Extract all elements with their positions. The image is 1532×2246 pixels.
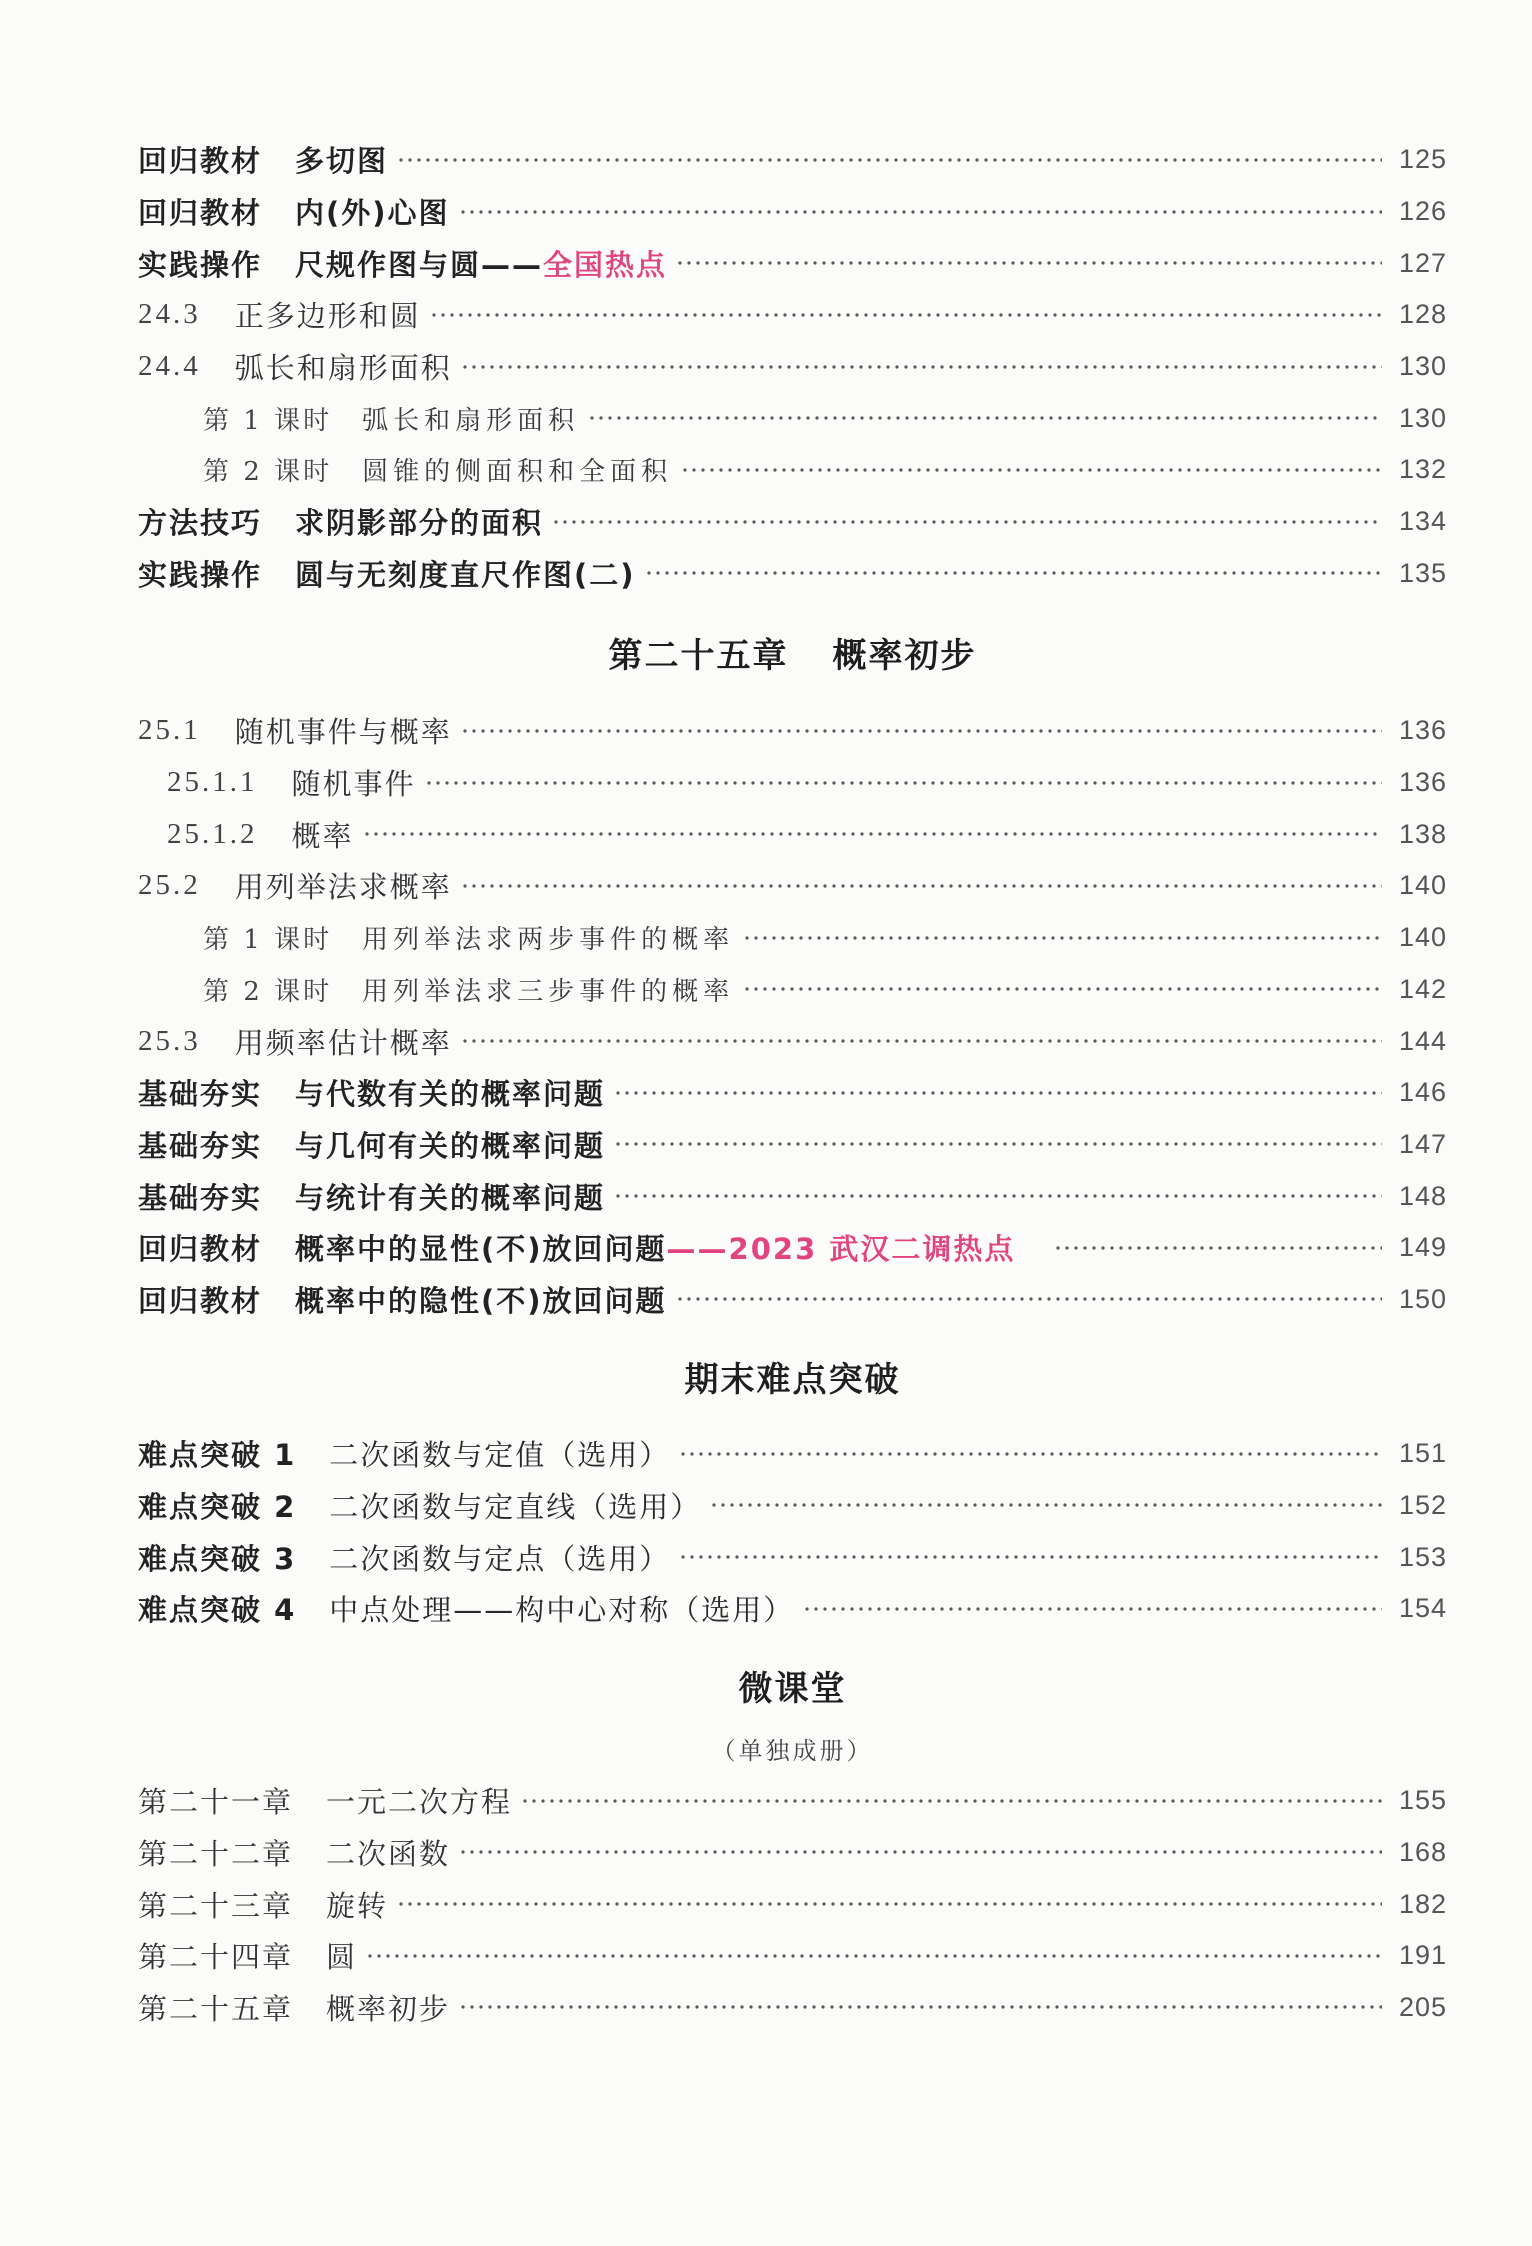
entry-title: 概率初步 [326,1991,451,2026]
section-number: 24.4 [138,350,201,383]
leader-dots [462,1038,1382,1044]
leader-dots [744,935,1382,941]
leader-dots [804,1606,1382,1612]
entry-title: 圆与无刻度直尺作图(二) [295,557,636,592]
entry-title: 弧长和扇形面积 [362,405,580,436]
toc-entry [138,1480,1447,1532]
toc-entry [138,912,1447,964]
page-number: 140 [1398,870,1447,901]
toc-entry [138,1827,1447,1879]
entry-label: 实践操作 [138,557,263,592]
toc-entry [138,1170,1447,1222]
entry-title: 多切图 [295,144,389,179]
toc-entry [138,705,1447,757]
entry-label: 方法技巧 [138,506,263,541]
chapter-label: 第二十三章 [138,1888,294,1923]
page-number: 152 [1398,1489,1447,1520]
entry-label: 难点突破 2 [138,1489,297,1524]
toc-entry [138,1531,1447,1583]
chapter-number: 第二十五章 [608,635,789,676]
leader-dots [553,519,1382,525]
page-number: 140 [1398,922,1447,953]
leader-dots [462,883,1382,889]
chapter-heading [138,599,1447,705]
toc-entry [138,860,1447,912]
leader-dots [462,364,1382,370]
entry-title: 概率中的隐性(不)放回问题 [295,1283,667,1318]
leader-dots [615,1090,1382,1096]
leader-dots [589,415,1382,421]
leader-dots [398,157,1382,163]
toc-entry [138,341,1447,393]
leader-dots [677,1296,1382,1302]
entry-title: 二次函数 [326,1836,451,1871]
entry-title: 用列举法求概率 [234,870,452,905]
leader-dots [460,2004,1382,2010]
toc-entry [138,237,1447,289]
entry-title: 一元二次方程 [326,1785,513,1820]
toc-entry [138,392,1447,444]
section-title: 期末难点突破 [684,1360,901,1401]
entry-title: 正多边形和圆 [234,299,421,334]
leader-dots [680,1451,1382,1457]
toc-entry [138,134,1447,186]
toc-entry [138,757,1447,809]
page-number: 138 [1398,818,1447,849]
page-number: 126 [1398,196,1447,227]
chapter-label: 第二十二章 [138,1836,294,1871]
entry-title: 求阴影部分的面积 [295,506,544,541]
lesson-label: 第 1 课时 [203,925,333,956]
entry-title: 随机事件 [291,767,416,802]
page-number: 134 [1398,506,1447,537]
page-number: 130 [1398,402,1447,433]
toc-entry [138,1067,1447,1119]
entry-title: 内(外)心图 [295,196,450,231]
toc-entry [138,1222,1447,1274]
chapter-label: 第二十一章 [138,1785,294,1820]
entry-title: 用频率估计概率 [234,1025,452,1060]
entry-title: 与代数有关的概率问题 [295,1077,606,1112]
page-number: 168 [1398,1836,1447,1867]
entry-label: 难点突破 3 [138,1541,297,1576]
page-number: 191 [1398,1940,1447,1971]
leader-dots [615,1141,1382,1147]
leader-dots [646,570,1382,576]
leader-dots [462,728,1382,734]
toc-entry [138,496,1447,548]
hot-topic-tag: 全国热点 [543,247,668,282]
page-number: 205 [1398,1991,1447,2022]
page-number: 147 [1398,1128,1447,1159]
leader-dots [680,1554,1382,1560]
toc-entry [138,289,1447,341]
leader-dots [711,1502,1382,1508]
entry-title: 与几何有关的概率问题 [295,1128,606,1163]
table-of-contents [138,134,1447,2033]
chapter-label: 第二十四章 [138,1940,294,1975]
lesson-label: 第 1 课时 [203,405,333,436]
entry-title: 二次函数与定值（选用） [329,1438,671,1473]
toc-entry [138,1015,1447,1067]
page-number: 148 [1398,1180,1447,1211]
page-number: 155 [1398,1785,1447,1816]
toc-entry [138,1119,1447,1171]
section-number: 25.3 [138,1024,201,1057]
toc-entry [138,186,1447,238]
toc-entry [138,1982,1447,2034]
page-number: 146 [1398,1077,1447,1108]
toc-entry [138,1274,1447,1326]
toc-entry [138,1878,1447,1930]
entry-title: 弧长和扇形面积 [234,351,452,386]
leader-dots [744,986,1382,992]
leader-dots [367,1953,1382,1959]
page-number: 127 [1398,247,1447,278]
page-number: 142 [1398,973,1447,1004]
section-number: 25.2 [138,869,201,902]
section-number: 25.1 [138,714,201,747]
page-number: 153 [1398,1541,1447,1572]
chapter-title: 概率初步 [832,635,977,676]
entry-title: 二次函数与定直线（选用） [329,1489,702,1524]
toc-entry [138,808,1447,860]
leader-dots [460,209,1382,215]
page-number: 136 [1398,767,1447,798]
leader-dots [426,780,1382,786]
page-number: 132 [1398,454,1447,485]
entry-title: 圆锥的侧面积和全面积 [362,457,673,488]
leader-dots [522,1798,1382,1804]
section-number: 25.1.1 [167,766,258,799]
entry-title: 与统计有关的概率问题 [295,1180,606,1215]
section-note: （单独成册） [711,1737,874,1766]
entry-label: 实践操作 [138,247,263,282]
page-number: 135 [1398,557,1447,588]
entry-label: 基础夯实 [138,1128,263,1163]
entry-label: 回归教材 [138,196,263,231]
section-heading [138,1325,1447,1428]
page-number: 150 [1398,1283,1447,1314]
entry-title: 概率 [291,818,354,853]
entry-label: 难点突破 1 [138,1438,297,1473]
leader-dots [1055,1245,1382,1251]
section-number: 25.1.2 [167,817,258,850]
lesson-label: 第 2 课时 [203,976,333,1007]
page-number: 154 [1398,1593,1447,1624]
section-heading [138,1647,1447,1725]
entry-title: 用列举法求两步事件的概率 [362,925,735,956]
entry-title: 旋转 [326,1888,389,1923]
page-number: 128 [1398,299,1447,330]
entry-label: 回归教材 [138,144,263,179]
entry-label: 基础夯实 [138,1077,263,1112]
leader-dots [677,260,1382,266]
lesson-label: 第 2 课时 [203,457,333,488]
page-number: 130 [1398,351,1447,382]
entry-label: 难点突破 4 [138,1593,297,1628]
entry-title: 用列举法求三步事件的概率 [362,976,735,1007]
entry-title: 圆 [326,1940,358,1975]
toc-entry [138,1428,1447,1480]
entry-label: 基础夯实 [138,1180,263,1215]
section-title: 微课堂 [738,1669,847,1710]
leader-dots [682,467,1382,473]
entry-title: 尺规作图与圆—— [295,247,544,282]
toc-entry [138,444,1447,496]
entry-title: 二次函数与定点（选用） [329,1541,671,1576]
leader-dots [615,1193,1382,1199]
leader-dots [431,312,1382,318]
page-number: 151 [1398,1438,1447,1469]
section-number: 24.3 [138,298,201,331]
entry-title: 概率中的显性(不)放回问题 [295,1232,667,1267]
toc-entry [138,963,1447,1015]
page-number: 144 [1398,1025,1447,1056]
toc-entry [138,548,1447,600]
toc-entry [138,1930,1447,1982]
page-number: 136 [1398,715,1447,746]
page-number: 125 [1398,144,1447,175]
entry-title: 随机事件与概率 [234,715,452,750]
entry-label: 回归教材 [138,1283,263,1318]
entry-label: 回归教材 [138,1232,263,1267]
leader-dots [460,1849,1382,1855]
entry-title: 中点处理——构中心对称（选用） [329,1593,795,1628]
hot-topic-tag: ——2023 武汉二调热点 [666,1232,1016,1267]
page-number: 149 [1398,1232,1447,1263]
leader-dots [364,831,1382,837]
chapter-label: 第二十五章 [138,1991,294,2026]
leader-dots [398,1901,1382,1907]
page-number: 182 [1398,1888,1447,1919]
toc-entry [138,1583,1447,1635]
toc-entry [138,1775,1447,1827]
